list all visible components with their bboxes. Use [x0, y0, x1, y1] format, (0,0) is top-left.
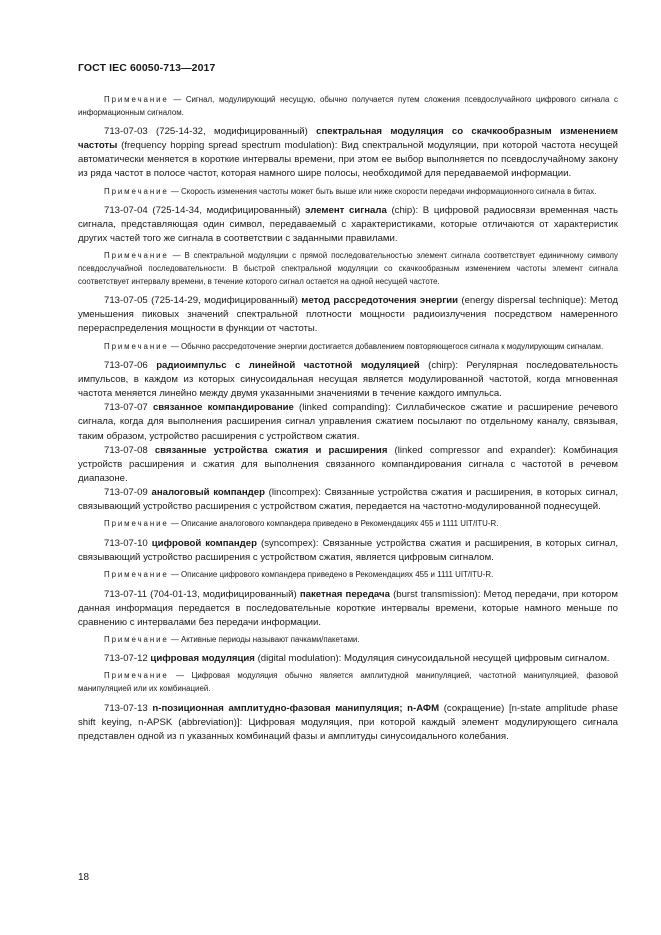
entry-definition: (syncompex): Связанные устройства сжатия и расширения, в которых сигнал, связывающий устройство расширения с устройством сжатия, является цифровым сигналом. [78, 537, 619, 563]
term-entry [78, 652, 618, 666]
note-text: Описание цифрового компандера приведено в Рекомендациях 455 и 1111 UIT/ITU-R. [180, 569, 494, 579]
entry-number: 713-07-13 [104, 702, 148, 714]
term-entry [78, 444, 618, 486]
term-entry [78, 359, 618, 401]
note-label: Примечание [104, 95, 169, 104]
document-header: ГОСТ IEC 60050-713—2017 [78, 62, 216, 74]
note-label: Примечание [104, 186, 169, 196]
entry-number: 713-07-04 (725-14-34, модифицированный) [104, 205, 301, 217]
term-title: спектральная модуляция со скачкообразным изменением частоты [78, 126, 618, 152]
entry-number: 713-07-07 [104, 402, 148, 414]
entry-definition: (сокращение) [n-state amplitude phase shift keying, n-APSK (abbreviation)]: Цифровая модуляция, при которой каждый элемент модулирующего сигнала представлен одной из n указанных комбинаций фазы и амплитуды синусоидального колебания. [78, 702, 618, 742]
entry-definition: (linked compressor and expander): Комбинация устройств расширения и сжатия для выполнения связанного компандирования сигнала с частотой в речевом диапазоне. [78, 444, 618, 484]
term-entry [78, 537, 618, 565]
term-title: связанное компандирование [152, 402, 294, 414]
note: Примечание — Описание цифрового компандера приведено в Рекомендациях 455 и 1111 UIT/ITU-R. [104, 569, 494, 579]
term-entry [78, 294, 618, 336]
note-text: Скорость изменения частоты может быть выше или ниже скорости передачи информационного сигнала в битах. [180, 186, 597, 196]
note-text: Описание аналогового компандера приведено в Рекомендациях 455 и 1111 UIT/ITU-R. [180, 519, 499, 529]
entry-definition: (frequency hopping spread spectrum modulation): Вид спектральной модуляции, при которой частота несущей автоматически меняется в короткие интервалы времени, при этом ее выбор выполняется по псевдослучайному закону из ряда частот в полосе частот, которая намного шире полосы, необходимой для передаваемой информации. [78, 140, 618, 180]
note-label: Примечание [104, 341, 169, 351]
document-body [78, 94, 618, 748]
term-entry [78, 486, 618, 514]
note-text: Цифровая модуляция обычно является амплитудной манипуляцией, частотной манипуляцией, фазовой манипуляцией или их комбинацией. [78, 671, 618, 694]
entry-number: 713-07-03 (725-14-32, модифицированный) [104, 126, 308, 138]
term-title: метод рассредоточения энергии [301, 295, 458, 307]
term-title: аналоговый компандер [151, 486, 265, 498]
entry-number: 713-07-06 [104, 360, 148, 372]
note-text: В спектральной модуляции с прямой последовательностью элемент сигнала соответствует единичному символу псевдослучайной последовательности. В быстрой спектральной модуляции со скачкообразным изменением частоты элемент сигнала соответствует интервалу времени, в течение которого сигнал остается на одной несущей частоте. [78, 251, 618, 286]
term-title: цифровая модуляция [150, 653, 255, 665]
entry-definition: (energy dispersal technique): Метод уменьшения пиковых значений спектральной плотности мощности радиоизлучения посредством намеренного перераспределения мощности в функции от частоты. [78, 295, 619, 335]
term-title: радиоимпульс с линейной частотной модуляцией [156, 360, 420, 372]
entry-definition: (linked companding): Силлабическое сжатие и расширение речевого сигнала, когда для выполнения расширения сигнал управления сжатием посылают по отдельному каналу, связывая, таким образом, устройство расширения с устройством сжатия. [78, 402, 618, 442]
note: Примечание — В спектральной модуляции с прямой последовательностью элемент сигнала соответствует единичному символу псевдослучайной последовательности. В быстрой спектральной модуляции со скачкообразным изменением частоты элемент сигнала соответствует интервалу времени, в течение которого сигнал остается на одной несущей частоте. [78, 251, 618, 286]
note-label: Примечание [104, 671, 169, 681]
entry-definition: (burst transmission): Метод передачи, при котором данная информация передается в последовательные короткие интервалы времени, которые намного меньше по сравнению с интервалами без передачи информации. [78, 588, 618, 628]
term-title: цифровой компандер [151, 537, 257, 549]
term-title: связанные устройства сжатия и расширения [154, 444, 388, 456]
entry-number: 713-07-08 [104, 444, 148, 456]
note: Примечание — Описание аналогового компандера приведено в Рекомендациях 455 и 1111 UIT/ITU-R. [104, 519, 499, 529]
entry-number: 713-07-10 [104, 537, 148, 549]
note-label: Примечание [104, 251, 169, 261]
note-label: Примечание [104, 519, 169, 529]
page-number: 18 [78, 872, 90, 883]
term-entry [78, 588, 618, 630]
entry-number: 713-07-11 (704-01-13, модифицированный) [104, 588, 297, 600]
term-entry [78, 204, 618, 246]
term-title: n-позиционная амплитудно-фазовая манипуляция; n-АФМ [152, 702, 440, 714]
term-entry [78, 125, 618, 181]
entry-number: 713-07-05 (725-14-29, модифицированный) [104, 295, 298, 307]
note: Примечание — Скорость изменения частоты может быть выше или ниже скорости передачи информационного сигнала в битах. [104, 186, 597, 196]
entry-number: 713-07-09 [104, 486, 148, 498]
note-text: Обычно рассредоточение энергии достигается добавлением повторяющегося сигнала к модулирующим сигналам. [180, 341, 604, 351]
term-title: пакетная передача [299, 588, 390, 600]
entry-definition: (lincompex): Связанные устройства сжатия и расширения, в которых сигнал, связывающий устройство расширения с устройством сжатия, передается на частотно-модулированной поднесущей. [78, 486, 618, 513]
term-entry [78, 401, 618, 443]
term-title: элемент сигнала [305, 205, 387, 217]
note-text: Активные периоды называют пачками/пакетами. [180, 634, 360, 644]
entry-definition: (digital modulation): Модуляция синусоидальной несущей цифровым сигналом. [257, 653, 610, 665]
note-label: Примечание [104, 569, 169, 579]
entry-definition: (chip): В цифровой радиосвязи временная часть сигнала, представляющая один символ, передаваемый с характеристиками, которые отличаются от характеристик других частей того же сигнала в соответствии с заданными правилами. [78, 205, 618, 245]
term-entry [78, 702, 618, 744]
note: Примечание — Обычно рассредоточение энергии достигается добавлением повторяющегося сигнала к модулирующим сигналам. [104, 341, 604, 351]
entry-definition: (chirp): Регулярная последовательность импульсов, в каждом из которых синусоидальная несущая является модулированной частотой, когда мгновенная частота меняется линейно между двумя указанными значениями в течение каждого импульса. [78, 360, 619, 400]
note: Примечание — Сигнал, модулирующий несущую, обычно получается путем сложения псевдослучайного цифрового сигнала с информационным сигналом. [78, 95, 618, 117]
note-label: Примечание [104, 634, 169, 644]
note: Примечание — Цифровая модуляция обычно является амплитудной манипуляцией, частотной манипуляцией, фазовой манипуляцией или их комбинацией. [78, 671, 618, 694]
note: Примечание — Активные периоды называют пачками/пакетами. [104, 634, 360, 644]
note-text: Сигнал, модулирующий несущую, обычно получается путем сложения псевдослучайного цифрового сигнала с информационным сигналом. [78, 95, 618, 117]
entry-number: 713-07-12 [104, 653, 148, 665]
